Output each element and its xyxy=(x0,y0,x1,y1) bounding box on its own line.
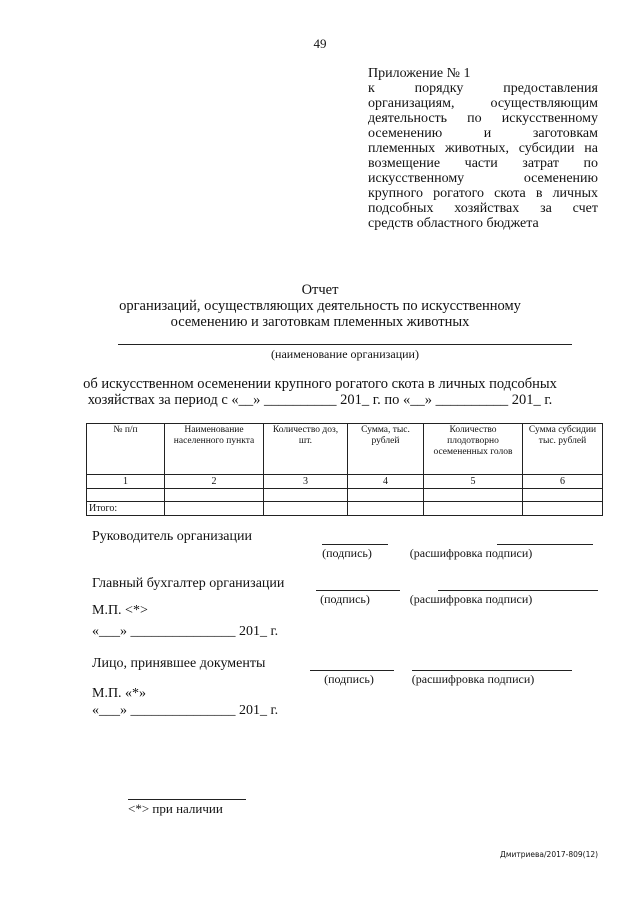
appendix-line: подсобных хозяйствах за счет xyxy=(368,201,598,216)
appendix-line: искусственному осеменению xyxy=(368,171,598,186)
appendix-block xyxy=(368,66,598,231)
report-table xyxy=(86,423,603,516)
org-name-caption: (наименование организации) xyxy=(271,347,419,361)
appendix-line: возмещение части затрат по xyxy=(368,156,598,171)
signature-caption: (подпись) xyxy=(320,592,370,606)
head-decoding-line[interactable] xyxy=(497,544,593,545)
appendix-line: крупного рогатого скота в личных xyxy=(368,186,598,201)
accountant-decoding-line[interactable] xyxy=(438,590,598,591)
table-cell[interactable] xyxy=(348,489,424,502)
table-cell[interactable] xyxy=(523,502,603,516)
footnote-separator xyxy=(128,799,246,800)
column-number: 5 xyxy=(424,475,523,489)
appendix-title: Приложение № 1 xyxy=(368,66,471,81)
appendix-line: средств областного бюджета xyxy=(368,216,539,231)
table-header: Сумма субсидии тыс. рублей xyxy=(523,424,603,475)
table-header: Количество доз, шт. xyxy=(264,424,348,475)
table-cell[interactable] xyxy=(523,489,603,502)
table-cell[interactable] xyxy=(264,489,348,502)
total-label: Итого: xyxy=(87,502,165,516)
date-line[interactable]: «___» _______________ 201_ г. xyxy=(92,624,279,639)
table-total-row xyxy=(87,502,603,516)
decoding-caption: (расшифровка подписи) xyxy=(409,592,533,606)
appendix-line: племенных животных, субсидии на xyxy=(368,141,598,156)
table-header: Количество плодотворно осемененных голов xyxy=(424,424,523,475)
table-cell[interactable] xyxy=(424,489,523,502)
table-header: Наименование населенного пункта xyxy=(165,424,264,475)
table-cell[interactable] xyxy=(264,502,348,516)
stamp-mark: М.П. «*» xyxy=(92,686,147,701)
table-cell[interactable] xyxy=(165,489,264,502)
chief-accountant-label: Главный бухгалтер организации xyxy=(92,576,285,591)
signature-caption: (подпись) xyxy=(322,546,372,560)
appendix-line: организациям, осуществляющим xyxy=(368,96,598,111)
report-subject-line2: хозяйствах за период с «__» __________ 201_ г. по «__» __________ 201_ г. xyxy=(87,392,553,408)
table-cell[interactable] xyxy=(348,502,424,516)
page-number: 49 xyxy=(313,36,327,51)
org-name-underline[interactable] xyxy=(118,344,572,345)
stamp-mark: М.П. <*> xyxy=(92,603,148,618)
column-number: 1 xyxy=(87,475,165,489)
table-row xyxy=(87,489,603,502)
column-number: 2 xyxy=(165,475,264,489)
table-cell[interactable] xyxy=(165,502,264,516)
report-subject-line1: об искусственном осеменении крупного рогатого скота в личных подсобных xyxy=(83,376,557,392)
receiver-label: Лицо, принявшее документы xyxy=(92,656,266,671)
table-cell[interactable] xyxy=(424,502,523,516)
decoding-caption: (расшифровка подписи) xyxy=(409,546,533,560)
report-title-line3: осеменению и заготовкам племенных животных xyxy=(170,314,470,330)
table-cell[interactable] xyxy=(87,489,165,502)
head-of-org-label: Руководитель организации xyxy=(92,529,252,544)
date-line[interactable]: «___» _______________ 201_ г. xyxy=(92,703,279,718)
report-title xyxy=(0,282,640,330)
accountant-signature-line[interactable] xyxy=(316,590,400,591)
table-header: Сумма, тыс. рублей xyxy=(348,424,424,475)
receiver-decoding-line[interactable] xyxy=(412,670,572,671)
report-title-line1: Отчет xyxy=(301,282,339,298)
appendix-line: к порядку предоставления xyxy=(368,81,598,96)
head-signature-line[interactable] xyxy=(322,544,388,545)
appendix-line: деятельность по искусственному xyxy=(368,111,598,126)
document-code: Дмитриева/2017-809(12) xyxy=(500,850,599,859)
column-number: 6 xyxy=(523,475,603,489)
receiver-signature-line[interactable] xyxy=(310,670,394,671)
table-column-numbers-row xyxy=(87,475,603,489)
footnote: <*> при наличии xyxy=(128,801,223,816)
signature-caption: (подпись) xyxy=(324,672,374,686)
report-title-line2: организаций, осуществляющих деятельность по искусственному xyxy=(119,298,521,314)
column-number: 3 xyxy=(264,475,348,489)
table-header: № п/п xyxy=(87,424,165,475)
appendix-line: осеменению и заготовкам xyxy=(368,126,598,141)
table-header-row xyxy=(87,424,603,475)
report-subject xyxy=(0,376,640,408)
column-number: 4 xyxy=(348,475,424,489)
decoding-caption: (расшифровка подписи) xyxy=(411,672,535,686)
